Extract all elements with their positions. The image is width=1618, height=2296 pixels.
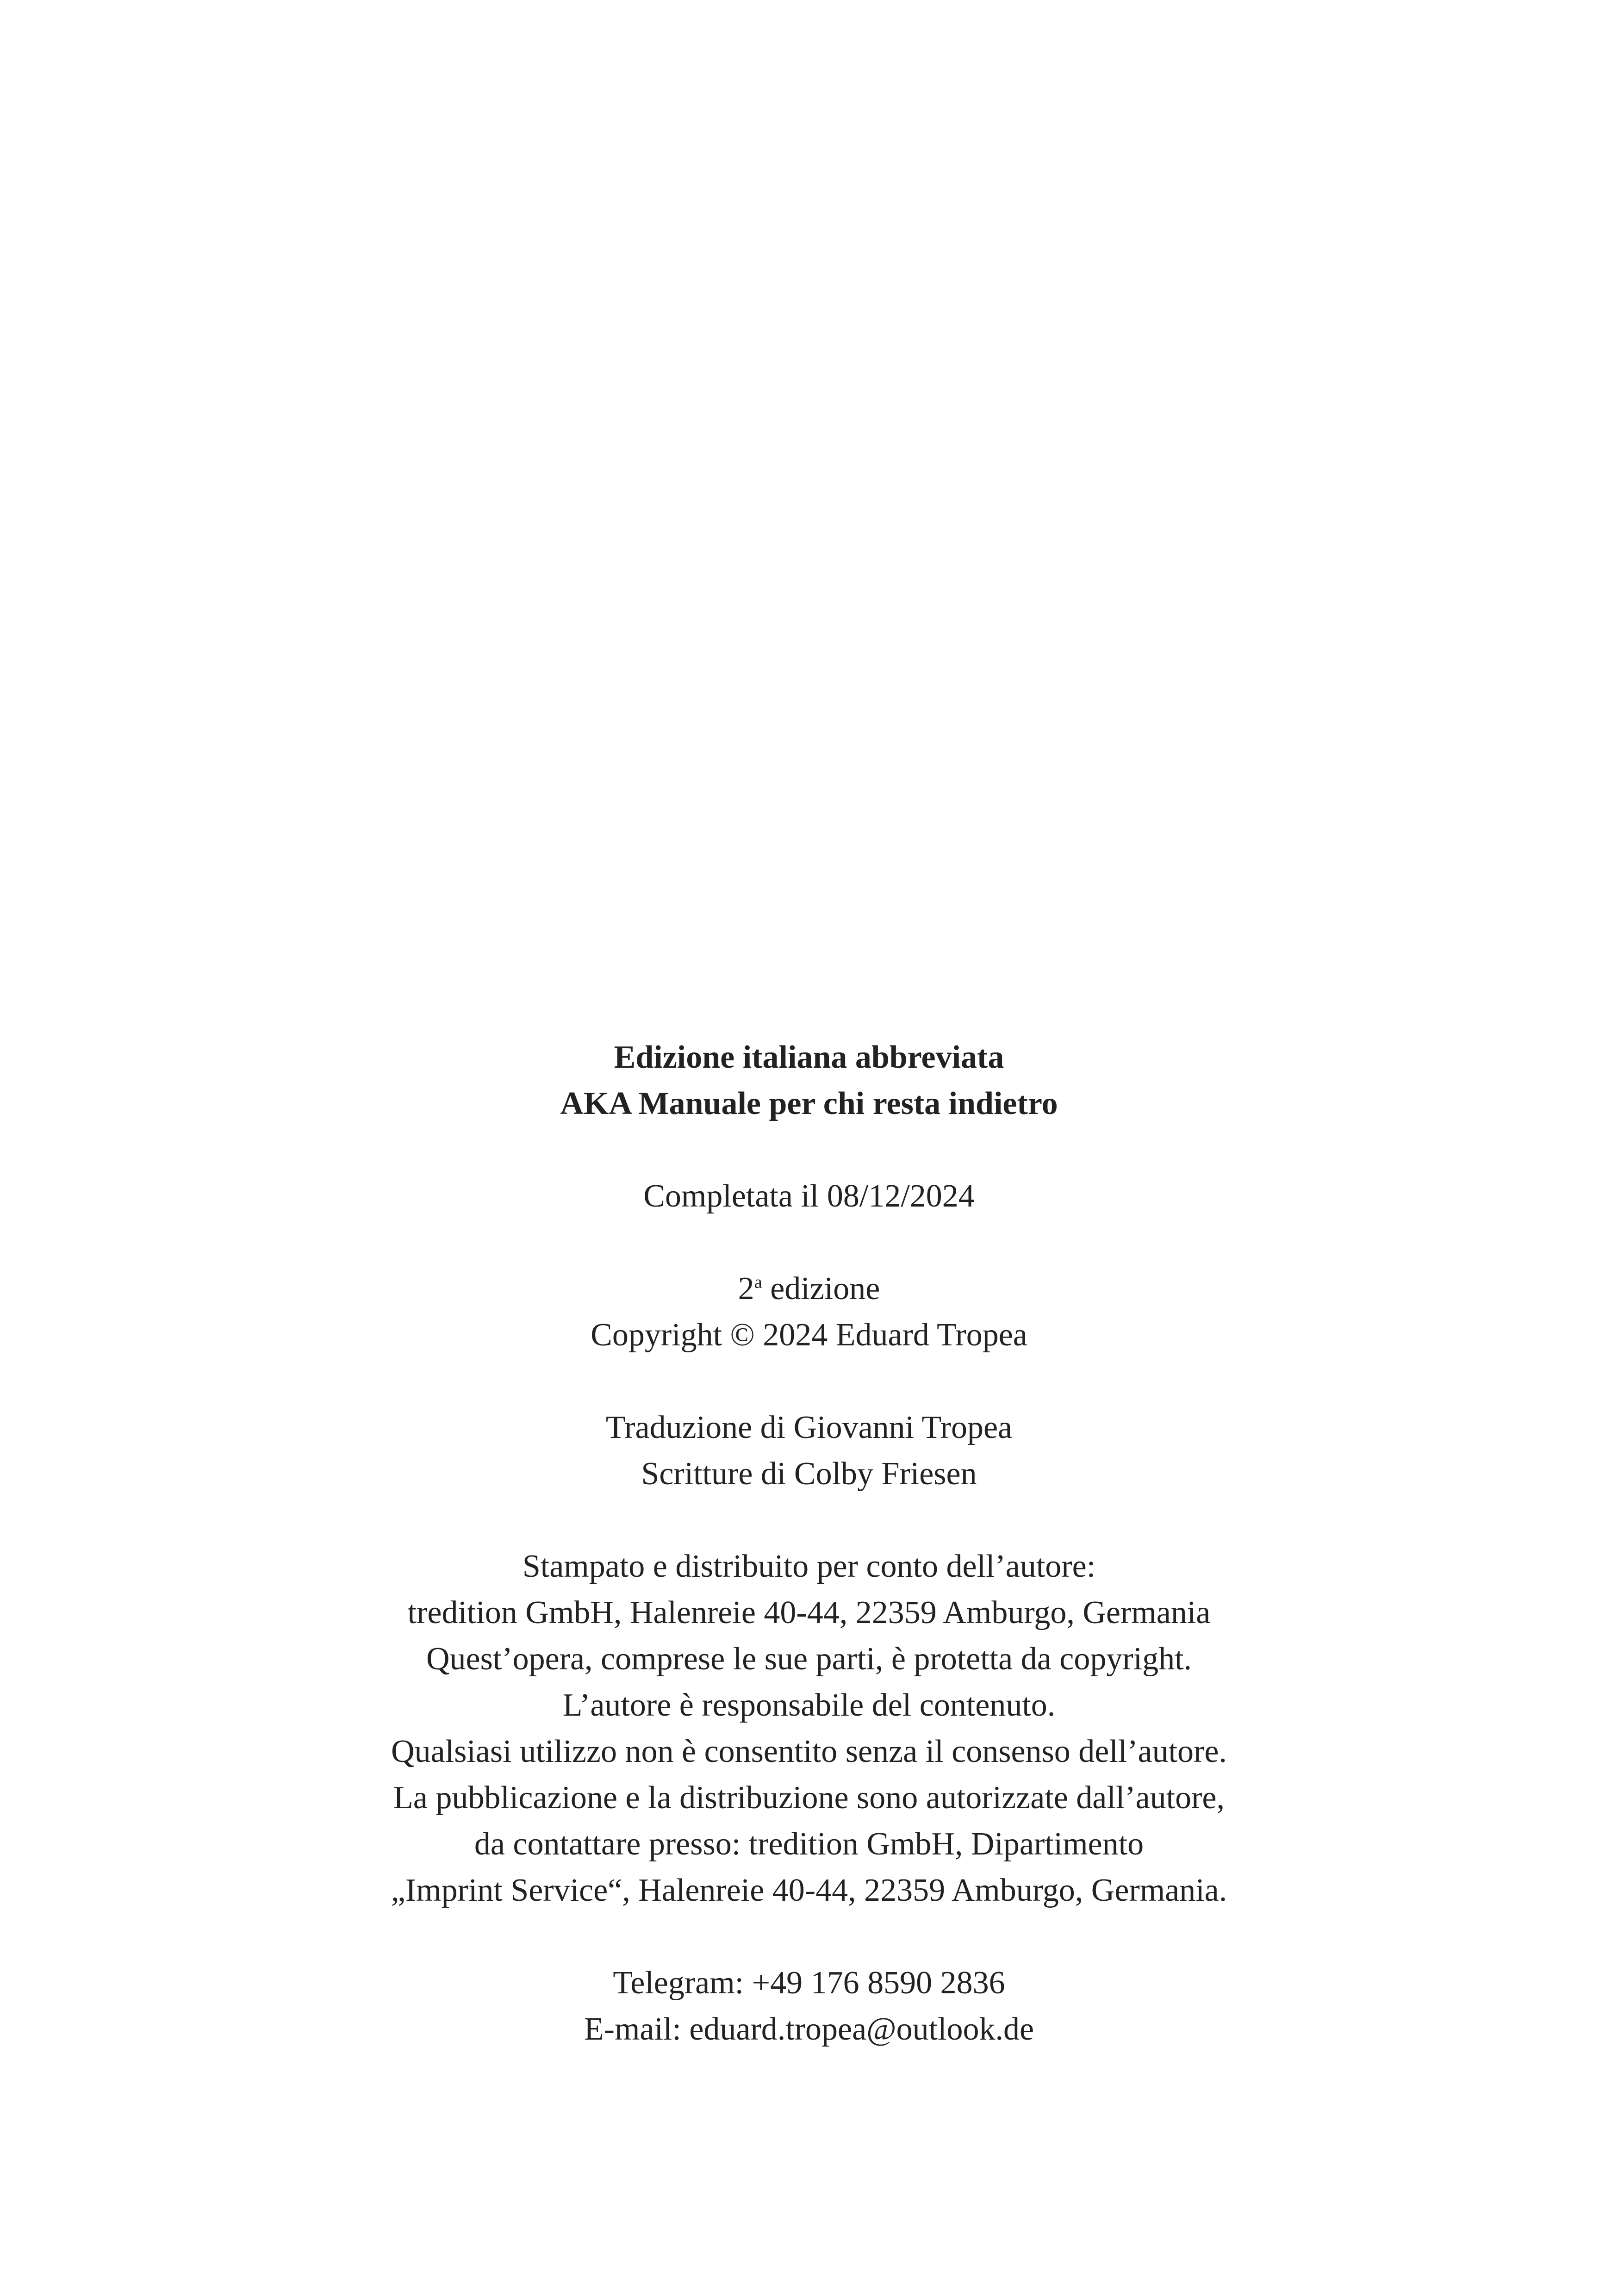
edition-superscript: a <box>754 1272 762 1292</box>
copyright-line: Copyright © 2024 Eduard Tropea <box>591 1317 1027 1353</box>
publisher-line: La pubblicazione e la distribuzione sono autorizzate dall’autore, <box>393 1780 1225 1816</box>
publisher-line: L’autore è responsabile del contenuto. <box>562 1687 1056 1723</box>
publisher-line: Stampato e distribuito per conto dell’autore: <box>522 1549 1096 1584</box>
publisher-line: tredition GmbH, Halenreie 40-44, 22359 Amburgo, Germania <box>407 1595 1211 1630</box>
publisher-line: Qualsiasi utilizzo non è consentito senza il consenso dell’autore. <box>391 1734 1227 1769</box>
publisher-line: „Imprint Service“, Halenreie 40-44, 22359 Amburgo, Germania. <box>391 1873 1227 1908</box>
credits-block <box>0 1405 1618 1497</box>
email-contact: E-mail: eduard.tropea@outlook.de <box>584 2011 1034 2047</box>
edition-line <box>0 1266 1618 1312</box>
publisher-line: Quest’opera, comprese le sue parti, è protetta da copyright. <box>426 1641 1192 1677</box>
publisher-line: da contattare presso: tredition GmbH, Dipartimento <box>474 1826 1144 1862</box>
edition-label: edizione <box>762 1271 880 1307</box>
title-block <box>0 1034 1618 1127</box>
publisher-block <box>0 1543 1618 1914</box>
completion-block <box>0 1173 1618 1220</box>
translation-credit: Traduzione di Giovanni Tropea <box>605 1410 1013 1445</box>
completion-date: Completata il 08/12/2024 <box>643 1178 975 1214</box>
edition-block <box>0 1266 1618 1358</box>
title-line-2: AKA Manuale per chi resta indietro <box>560 1086 1058 1121</box>
writings-credit: Scritture di Colby Friesen <box>641 1456 977 1492</box>
colophon <box>0 1034 1618 2053</box>
title-line-1: Edizione italiana abbreviata <box>614 1039 1004 1075</box>
edition-number: 2 <box>738 1271 754 1307</box>
telegram-contact: Telegram: +49 176 8590 2836 <box>613 1965 1005 2001</box>
contact-block <box>0 1960 1618 2053</box>
